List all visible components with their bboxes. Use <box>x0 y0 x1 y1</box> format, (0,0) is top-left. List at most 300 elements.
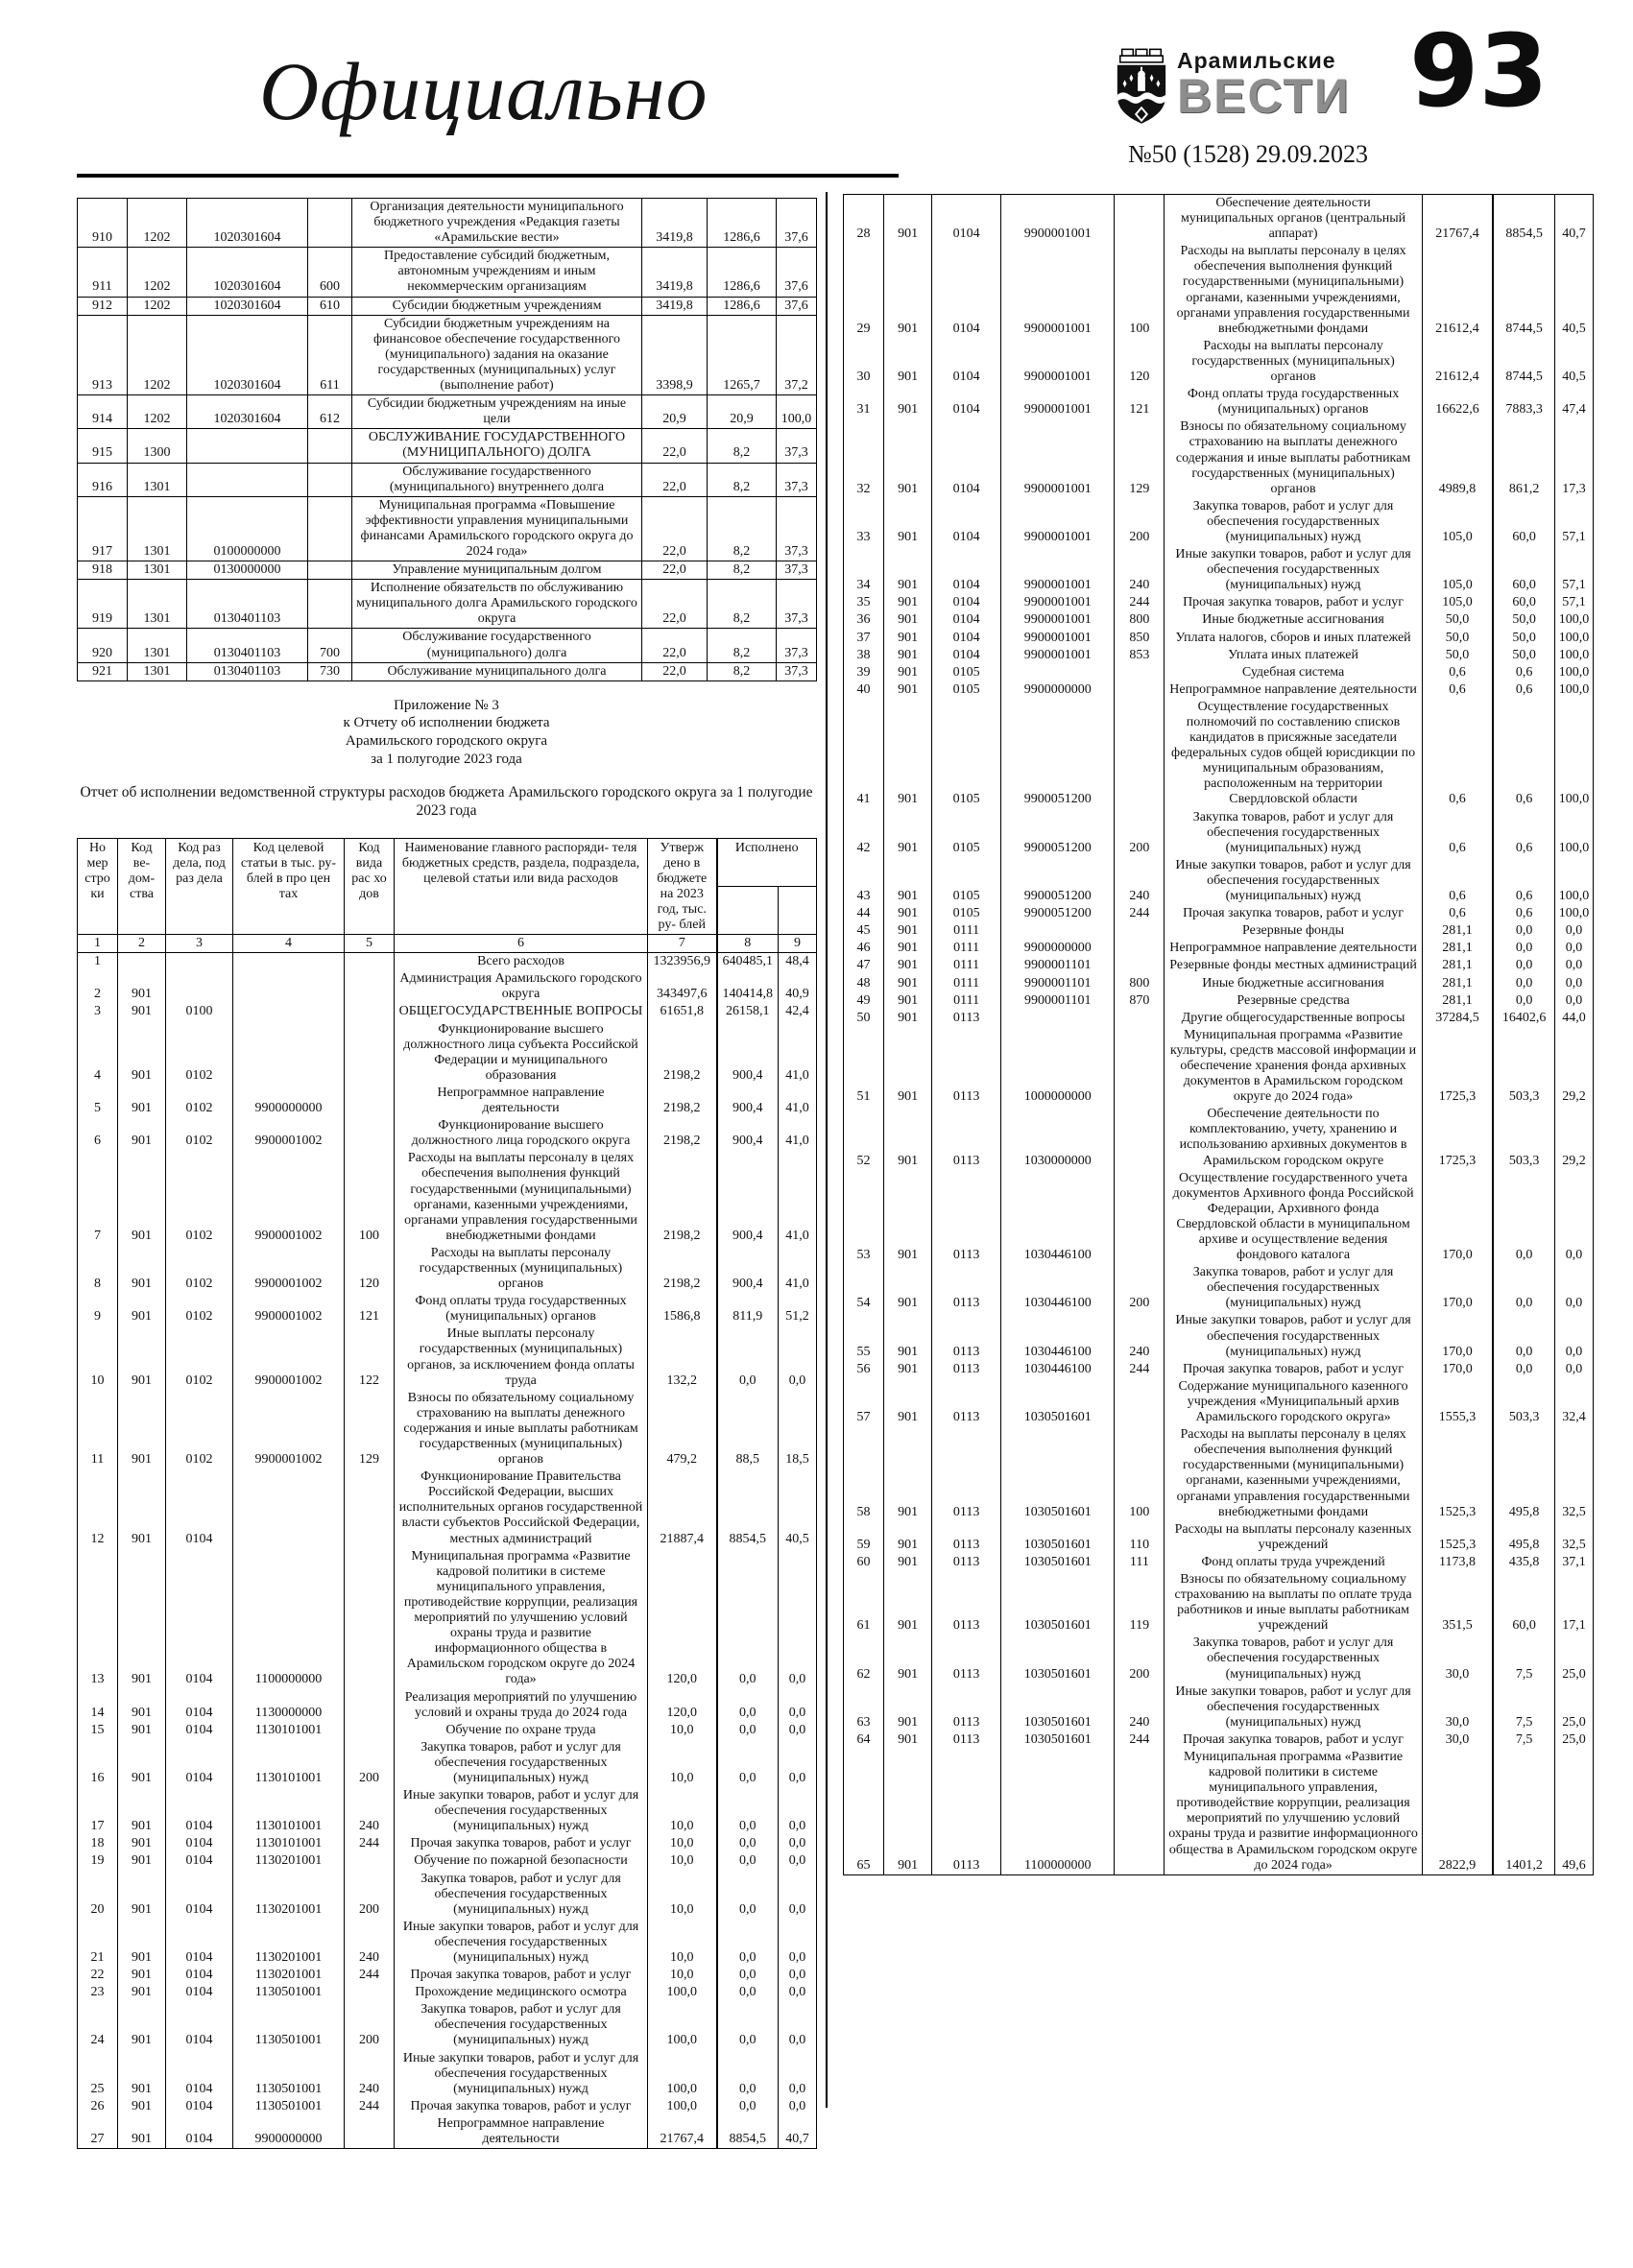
table-row <box>78 1689 817 1722</box>
cell: 10,0 <box>648 1835 717 1852</box>
col-header-executed: Исполнено <box>717 838 817 887</box>
cell: Обеспечение деятельности по комплектованию, учету, хранению и использованию архивных документов в Арамильском городском округе <box>1165 1106 1422 1169</box>
cell: 4 <box>78 1021 118 1085</box>
cell: 0,6 <box>1422 681 1493 699</box>
cell: Обучение по охране труда <box>395 1722 648 1739</box>
cell: 0,0 <box>1493 922 1554 940</box>
cell <box>345 2115 395 2149</box>
table-row <box>844 386 1594 418</box>
cell <box>345 1852 395 1870</box>
cell: 9900051200 <box>1001 699 1115 809</box>
cell: 244 <box>345 2098 395 2115</box>
cell: 121 <box>1115 386 1165 418</box>
brand-name-top: Арамильские <box>1177 48 1336 73</box>
cell: 901 <box>884 594 932 611</box>
cell: 40,5 <box>779 1468 817 1547</box>
cell: Содержание муниципального казенного учреждения «Муниципальный архив Арамильского городского округа» <box>1165 1378 1422 1426</box>
cell: 54 <box>844 1264 884 1312</box>
cell: 0104 <box>166 1871 233 1919</box>
cell: 47 <box>844 957 884 974</box>
cell: 42,4 <box>779 1003 817 1020</box>
cell: 61 <box>844 1571 884 1635</box>
table-row <box>844 922 1594 940</box>
cell: 1323956,9 <box>648 953 717 971</box>
table-row <box>844 940 1594 957</box>
cell: 0104 <box>932 611 1001 629</box>
cell: 41,0 <box>779 1117 817 1150</box>
table-row <box>78 1293 817 1325</box>
cell: 901 <box>118 2050 166 2098</box>
cell: 21767,4 <box>1422 195 1493 244</box>
cell: 105,0 <box>1422 546 1493 594</box>
appendix-line: Арамильского городского округа <box>345 733 548 750</box>
cell: 42 <box>844 809 884 857</box>
cell: 901 <box>118 1722 166 1739</box>
cell: 1 <box>78 953 118 971</box>
cell: 40,7 <box>1554 195 1593 244</box>
cell: 110 <box>1115 1521 1165 1554</box>
cell: 64 <box>844 1731 884 1749</box>
cell: 0,6 <box>1493 681 1554 699</box>
cell: 21612,4 <box>1422 243 1493 338</box>
report-title: Отчет об исполнении ведомственной структуры расходов бюджета Арамильского городского округа за 1 полугодие 2023 года <box>80 783 813 819</box>
cell: 1525,3 <box>1422 1426 1493 1521</box>
column-number: 2 <box>118 935 166 953</box>
cell: 100 <box>1115 1426 1165 1521</box>
cell: 3 <box>78 1003 118 1020</box>
cell: 901 <box>118 1003 166 1020</box>
cell: 1000000000 <box>1001 1027 1115 1106</box>
table-row <box>844 1264 1594 1312</box>
cell: 0,0 <box>779 1984 817 2001</box>
cell: 100,0 <box>1554 857 1593 905</box>
cell: 100,0 <box>648 1984 717 2001</box>
cell: 1202 <box>128 199 187 248</box>
cell: 21887,4 <box>648 1468 717 1547</box>
cell: 0,0 <box>1554 1361 1593 1378</box>
cell: 57 <box>844 1378 884 1426</box>
cell <box>1115 1106 1165 1169</box>
cell: 40,9 <box>779 970 817 1003</box>
table-row <box>78 970 817 1003</box>
cell: 901 <box>118 1739 166 1787</box>
cell: 240 <box>345 2050 395 2098</box>
cell: 25,0 <box>1554 1731 1593 1749</box>
cell: 105,0 <box>1422 594 1493 611</box>
cell <box>345 1468 395 1547</box>
cell <box>345 970 395 1003</box>
cell: 901 <box>884 922 932 940</box>
cell: 29,2 <box>1554 1027 1593 1106</box>
cell: 901 <box>884 975 932 992</box>
cell: 0,0 <box>717 2001 779 2049</box>
cell: 0104 <box>932 498 1001 546</box>
cell: 901 <box>884 386 932 418</box>
cell: 200 <box>1115 809 1165 857</box>
cell: 22,0 <box>642 496 708 561</box>
table-row <box>844 1554 1594 1571</box>
cell: 1301 <box>128 580 187 629</box>
cell: 901 <box>884 195 932 244</box>
cell: 244 <box>1115 594 1165 611</box>
newspaper-brand <box>1114 48 1382 131</box>
cell: 121 <box>345 1293 395 1325</box>
cell: 901 <box>884 809 932 857</box>
cell: 901 <box>884 1635 932 1683</box>
cell: 50,0 <box>1493 611 1554 629</box>
cell: 44 <box>844 905 884 922</box>
cell <box>345 1722 395 1739</box>
cell: 200 <box>1115 1635 1165 1683</box>
cell: Муниципальная программа «Развитие культуры, средств массовой информации и обеспечение хранения фонда архивных документов в Арамильском городском округе до 2024 года» <box>1165 1027 1422 1106</box>
cell: 0100 <box>166 1003 233 1020</box>
appendix-heading <box>77 697 816 769</box>
cell: 9900001002 <box>233 1390 345 1468</box>
cell: 2198,2 <box>648 1021 717 1085</box>
cell: 901 <box>884 664 932 681</box>
col-header-approved: Утверж дено в бюджете на 2023 год, тыс. ру- блей <box>648 838 717 935</box>
cell: 9900001001 <box>1001 594 1115 611</box>
cell: 32,5 <box>1554 1426 1593 1521</box>
cell: Расходы на выплаты персоналу государственных (муниципальных) органов <box>395 1245 648 1293</box>
cell: 26 <box>78 2098 118 2115</box>
cell: 10 <box>78 1325 118 1389</box>
cell: 918 <box>78 561 128 580</box>
cell: 63 <box>844 1683 884 1731</box>
cell: 1020301604 <box>187 297 308 315</box>
cell: 0,0 <box>717 1984 779 2001</box>
cell: 0,0 <box>717 1871 779 1919</box>
cell: 281,1 <box>1422 992 1493 1010</box>
cell: 30,0 <box>1422 1683 1493 1731</box>
cell: 7883,3 <box>1493 386 1554 418</box>
cell: Закупка товаров, работ и услуг для обеспечения государственных (муниципальных) нужд <box>395 1871 648 1919</box>
cell: 240 <box>1115 1312 1165 1360</box>
cell: 0,0 <box>779 2050 817 2098</box>
cell <box>308 429 352 463</box>
table-row <box>844 338 1594 386</box>
cell: 22,0 <box>642 629 708 662</box>
cell: 2198,2 <box>648 1150 717 1245</box>
cell <box>308 496 352 561</box>
cell: 122 <box>345 1325 395 1389</box>
cell: Иные бюджетные ассигнования <box>1165 975 1422 992</box>
cell: 170,0 <box>1422 1361 1493 1378</box>
cell: 1130000000 <box>233 1689 345 1722</box>
cell: 0,0 <box>1554 922 1593 940</box>
table-row <box>78 2115 817 2149</box>
cell: 0,0 <box>717 1689 779 1722</box>
cell: 912 <box>78 297 128 315</box>
cell: 901 <box>884 1010 932 1027</box>
cell: 901 <box>118 1835 166 1852</box>
cell: 0113 <box>932 1554 1001 1571</box>
cell: 12 <box>78 1468 118 1547</box>
cell: Иные закупки товаров, работ и услуг для обеспечения государственных (муниципальных) нужд <box>1165 1683 1422 1731</box>
cell: 901 <box>884 1170 932 1265</box>
cell: 1301 <box>128 463 187 496</box>
table-row <box>78 1468 817 1547</box>
cell: 100,0 <box>1554 647 1593 664</box>
cell: 9900001101 <box>1001 975 1115 992</box>
cell: 901 <box>884 905 932 922</box>
cell: 0,0 <box>779 1689 817 1722</box>
table-row <box>78 315 817 394</box>
cell: 0113 <box>932 1749 1001 1874</box>
cell: 100,0 <box>648 2098 717 2115</box>
appendix-line: Приложение № 3 <box>394 697 499 713</box>
cell: 0113 <box>932 1010 1001 1027</box>
cell: 30 <box>844 338 884 386</box>
cell: 911 <box>78 248 128 297</box>
cell: 0113 <box>932 1683 1001 1731</box>
table-row <box>844 1571 1594 1635</box>
cell: 901 <box>884 1731 932 1749</box>
cell: 10,0 <box>648 1739 717 1787</box>
cell: 9900001002 <box>233 1245 345 1293</box>
cell <box>1115 681 1165 699</box>
cell: 0,0 <box>779 1835 817 1852</box>
cell: 901 <box>884 1106 932 1169</box>
col-header-executed-pct-sub <box>779 887 817 935</box>
cell: 9900001001 <box>1001 546 1115 594</box>
cell: 0104 <box>932 338 1001 386</box>
cell: 244 <box>345 1835 395 1852</box>
cell: 1130501001 <box>233 2050 345 2098</box>
table-row <box>844 1170 1594 1265</box>
cell: 48,4 <box>779 953 817 971</box>
cell: 0104 <box>166 1852 233 1870</box>
table-row <box>78 629 817 662</box>
cell: 50 <box>844 1010 884 1027</box>
cell: 18 <box>78 1835 118 1852</box>
cell: Всего расходов <box>395 953 648 971</box>
cell: 100 <box>1115 243 1165 338</box>
cell: 1265,7 <box>708 315 777 394</box>
cell: 244 <box>1115 1731 1165 1749</box>
cell: 0104 <box>166 1967 233 1984</box>
cell: Судебная система <box>1165 664 1422 681</box>
cell: 244 <box>1115 905 1165 922</box>
cell: 39 <box>844 664 884 681</box>
cell: 281,1 <box>1422 957 1493 974</box>
cell: 901 <box>118 1871 166 1919</box>
cell: 730 <box>308 662 352 680</box>
cell: 49,6 <box>1554 1749 1593 1874</box>
cell: 901 <box>884 647 932 664</box>
table-row <box>844 1106 1594 1169</box>
cell <box>1115 1010 1165 1027</box>
cell: 0102 <box>166 1390 233 1468</box>
cell: 0111 <box>932 922 1001 940</box>
cell: 0111 <box>932 975 1001 992</box>
table-row <box>78 2098 817 2115</box>
table-row <box>844 975 1594 992</box>
cell: 11 <box>78 1390 118 1468</box>
cell: 22,0 <box>642 580 708 629</box>
cell: 0,6 <box>1422 905 1493 922</box>
cell <box>118 953 166 971</box>
table-row <box>78 1984 817 2001</box>
appendix-line: к Отчету об исполнении бюджета <box>343 715 550 731</box>
cell: 119 <box>1115 1571 1165 1635</box>
cell: 37,2 <box>777 315 817 394</box>
cell: 9900001001 <box>1001 195 1115 244</box>
cell: 640485,1 <box>717 953 779 971</box>
table-row <box>844 546 1594 594</box>
cell: 2198,2 <box>648 1245 717 1293</box>
cell: 1401,2 <box>1493 1749 1554 1874</box>
cell <box>308 199 352 248</box>
cell: 60,0 <box>1493 594 1554 611</box>
cell: 1130501001 <box>233 2001 345 2049</box>
cell: Обслуживание государственного (муниципального) долга <box>352 629 642 662</box>
cell: 901 <box>118 1919 166 1967</box>
cell: Иные закупки товаров, работ и услуг для обеспечения государственных (муниципальных) нужд <box>395 1787 648 1835</box>
cell <box>233 1003 345 1020</box>
cell: 901 <box>118 1390 166 1468</box>
cell: 1725,3 <box>1422 1027 1493 1106</box>
cell: Осуществление государственного учета документов Архивного фонда Российской Федерации, Архивного фонда Свердловской области в муниципальном архиве и осуществление ведения фондового каталога <box>1165 1170 1422 1265</box>
cell: 1586,8 <box>648 1293 717 1325</box>
cell: 3419,8 <box>642 297 708 315</box>
cell: Расходы на выплаты персоналу в целях обеспечения выполнения функций государственными (муниципальными) органами, казенными учреждениями, органами управления государственными внебюджетными фондами <box>1165 1426 1422 1521</box>
table-row <box>844 664 1594 681</box>
cell: 100,0 <box>648 2001 717 2049</box>
cell: 41 <box>844 699 884 809</box>
cell: 0,0 <box>779 1548 817 1689</box>
cell: 0,0 <box>717 1967 779 1984</box>
cell: 0113 <box>932 1170 1001 1265</box>
cell: 1130101001 <box>233 1739 345 1787</box>
cell: 610 <box>308 297 352 315</box>
cell: Фонд оплаты труда государственных (муниципальных) органов <box>395 1293 648 1325</box>
cell: 0,0 <box>717 1325 779 1389</box>
cell: 479,2 <box>648 1390 717 1468</box>
cell: 100,0 <box>1554 664 1593 681</box>
cell: 9900001101 <box>1001 992 1115 1010</box>
cell: 811,9 <box>717 1293 779 1325</box>
cell: 0104 <box>932 195 1001 244</box>
cell: Иные закупки товаров, работ и услуг для обеспечения государственных (муниципальных) нужд <box>1165 546 1422 594</box>
cell: 9900001002 <box>233 1117 345 1150</box>
cell <box>1115 922 1165 940</box>
cell: 10,0 <box>648 1871 717 1919</box>
cell: Обучение по пожарной безопасности <box>395 1852 648 1870</box>
column-number: 8 <box>717 935 779 953</box>
table-row <box>844 498 1594 546</box>
cell: Взносы по обязательному социальному страхованию на выплаты денежного содержания и иные выплаты работникам государственных (муниципальных) органов <box>395 1390 648 1468</box>
cell: 1030446100 <box>1001 1361 1115 1378</box>
cell: 8,2 <box>708 496 777 561</box>
cell: 8854,5 <box>717 2115 779 2149</box>
cell: Осуществление государственных полномочий по составлению списков кандидатов в присяжные заседатели федеральных судов общей юрисдикции по муниципальным образованиям, расположенным на территории Свердловской области <box>1165 699 1422 809</box>
cell: 40,5 <box>1554 243 1593 338</box>
cell: 0,0 <box>1493 1312 1554 1360</box>
cell: 9900051200 <box>1001 905 1115 922</box>
cell: 919 <box>78 580 128 629</box>
cell: 901 <box>884 1426 932 1521</box>
table-row <box>844 1361 1594 1378</box>
cell: 45 <box>844 922 884 940</box>
cell: ОБЩЕГОСУДАРСТВЕННЫЕ ВОПРОСЫ <box>395 1003 648 1020</box>
cell: 88,5 <box>717 1390 779 1468</box>
cell: 901 <box>884 630 932 647</box>
cell: 100,0 <box>1554 630 1593 647</box>
table-row <box>844 1378 1594 1426</box>
cell: 0,0 <box>1554 1312 1593 1360</box>
cell: 21 <box>78 1919 118 1967</box>
cell: 0104 <box>932 594 1001 611</box>
cell <box>345 1689 395 1722</box>
table-row <box>78 1085 817 1117</box>
cell: 8744,5 <box>1493 338 1554 386</box>
cell: 9900001002 <box>233 1293 345 1325</box>
cell: 34 <box>844 546 884 594</box>
cell: 1725,3 <box>1422 1106 1493 1169</box>
cell <box>1115 957 1165 974</box>
cell: Управление муниципальным долгом <box>352 561 642 580</box>
cell: 2198,2 <box>648 1085 717 1117</box>
table-row <box>78 953 817 971</box>
cell: 503,3 <box>1493 1027 1554 1106</box>
cell: 914 <box>78 395 128 429</box>
cell: 0,0 <box>717 1835 779 1852</box>
cell: Реализация мероприятий по улучшению условий и охраны труда до 2024 года <box>395 1689 648 1722</box>
cell: 8,2 <box>708 429 777 463</box>
table-row <box>78 1390 817 1468</box>
cell: 900,4 <box>717 1245 779 1293</box>
cell: 0130401103 <box>187 580 308 629</box>
cell: 27 <box>78 2115 118 2149</box>
cell: 901 <box>118 1787 166 1835</box>
cell: 281,1 <box>1422 922 1493 940</box>
cell: 0104 <box>166 1787 233 1835</box>
cell: 37,3 <box>777 629 817 662</box>
cell: 0104 <box>166 1919 233 1967</box>
table-row <box>844 594 1594 611</box>
cell <box>1001 664 1115 681</box>
cell: 0102 <box>166 1117 233 1150</box>
cell: 901 <box>884 1554 932 1571</box>
cell: 901 <box>884 1027 932 1106</box>
cell: 901 <box>118 1468 166 1547</box>
cell: 901 <box>884 611 932 629</box>
cell: 901 <box>118 1117 166 1150</box>
cell: 2198,2 <box>648 1117 717 1150</box>
cell: 60,0 <box>1493 498 1554 546</box>
cell: 37,3 <box>777 429 817 463</box>
column-numbering-row <box>78 935 817 953</box>
cell: 0130401103 <box>187 629 308 662</box>
cell <box>233 970 345 1003</box>
table-row <box>78 429 817 463</box>
cell: 0,0 <box>1493 1361 1554 1378</box>
cell: 1301 <box>128 629 187 662</box>
cell: 850 <box>1115 630 1165 647</box>
cell: Иные закупки товаров, работ и услуг для обеспечения государственных (муниципальных) нужд <box>1165 857 1422 905</box>
issue-number: №50 (1528) 29.09.2023 <box>1127 140 1369 168</box>
cell: 0111 <box>932 940 1001 957</box>
cell: 901 <box>118 1085 166 1117</box>
cell: 1020301604 <box>187 199 308 248</box>
cell: 0,0 <box>779 1871 817 1919</box>
cell: Муниципальная программа «Развитие кадровой политики в системе муниципального управления, противодействие коррупции, реализация мероприятий по улучшению условий охраны труда и развитие информационного общества в Арамильском городском округе до 2024 года» <box>1165 1749 1422 1874</box>
cell: 0104 <box>932 647 1001 664</box>
cell: 503,3 <box>1493 1378 1554 1426</box>
cell: 43 <box>844 857 884 905</box>
cell: 240 <box>345 1919 395 1967</box>
